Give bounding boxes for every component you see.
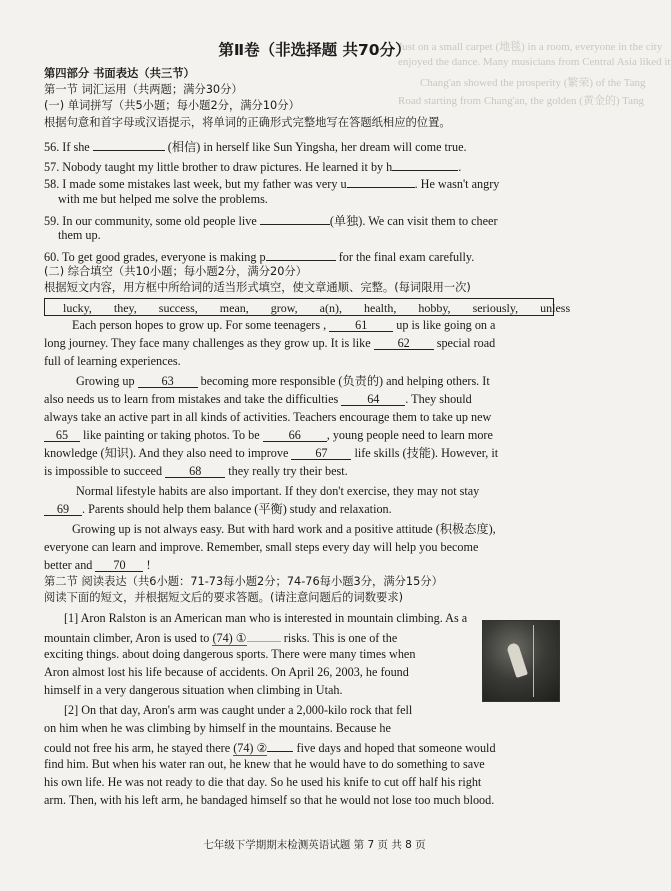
ghost-text: Just on a small carpet (地毯) in a room, everyone in the city bbox=[398, 41, 663, 53]
cloze-line: 69 . Parents should help them balance (平衡) study and relaxation. bbox=[44, 502, 392, 517]
cloze-line: knowledge (知识). And they also need to improve 67 life skills (技能). However, it bbox=[44, 446, 499, 460]
blank-61[interactable]: 61 bbox=[329, 319, 393, 332]
cloze-line: long journey. They face many challenges as they grow up. It is like 62 special road bbox=[44, 336, 496, 350]
question-57: 57. Nobody taught my little brother to draw pictures. He learned it by h . bbox=[44, 160, 462, 174]
cloze-line: better and 70 ! bbox=[44, 558, 151, 572]
question-58: 58. I made some mistakes last week, but my father was very u . He wasn't angry bbox=[44, 177, 500, 191]
reading-line: himself in a very dangerous situation when climbing in Utah. bbox=[44, 683, 343, 697]
reading-line: [1] Aron Ralston is an American man who is interested in mountain climbing. As a bbox=[64, 611, 468, 625]
word-option: seriously, bbox=[472, 301, 519, 315]
word-option: hobby, bbox=[418, 301, 451, 315]
cloze-line: Each person hopes to grow up. For some teenagers , 61 up is like going on a bbox=[72, 318, 496, 332]
instructions: 根据句意和首字母或汉语提示，将单词的正确形式完整地写在答题纸相应的位置。 bbox=[44, 116, 451, 129]
blank-68[interactable]: 68 bbox=[165, 465, 225, 478]
reading-line: arm. Then, with his left arm, he bandaged himself so that he would not lose too much blood. bbox=[44, 793, 495, 807]
blank-66[interactable]: 66 bbox=[263, 429, 327, 442]
cloze-line: Normal lifestyle habits are also important. If they don't exercise, they may not stay bbox=[76, 484, 480, 498]
cloze-line: Growing up is not always easy. But with hard work and a positive attitude (积极态度), bbox=[72, 522, 496, 536]
section-heading: 第二节 阅读表达（共6小题：71-73每小题2分；74-76每小题3分，满分15分） bbox=[44, 575, 443, 588]
answer-blank[interactable] bbox=[260, 212, 330, 225]
cloze-line: also needs us to learn from mistakes and take the difficulties 64 . They should bbox=[44, 392, 472, 406]
cloze-line: Growing up 63 becoming more responsible (负责的) and helping others. It bbox=[76, 374, 490, 388]
page-footer: 七年级下学期期末检测英语试题 第 7 页 共 8 页 bbox=[203, 839, 426, 851]
reading-line: [2] On that day, Aron's arm was caught under a 2,000-kilo rock that fell bbox=[64, 703, 413, 717]
question-60: 60. To get good grades, everyone is making p for the final exam carefully. bbox=[44, 250, 475, 264]
ghost-text: Chang'an showed the prosperity (繁荣) of the Tang bbox=[420, 77, 646, 89]
word-option: grow, bbox=[270, 301, 298, 315]
word-option: health, bbox=[364, 301, 397, 315]
reading-line: Aron almost lost his life because of accidents. On April 26, 2003, he found bbox=[44, 665, 409, 679]
blank-67[interactable]: 67 bbox=[291, 447, 351, 460]
blank-63[interactable]: 63 bbox=[138, 375, 198, 388]
word-option: a(n), bbox=[319, 301, 342, 315]
reading-line: could not free his arm, he stayed there (74) ② five days and hoped that someone would bbox=[44, 741, 496, 755]
answer-blank[interactable] bbox=[247, 629, 281, 642]
reading-line: his own life. He was not ready to die that day. So he used his knife to cut off half his right bbox=[44, 775, 482, 789]
marker-74-2[interactable]: (74) ② bbox=[233, 741, 268, 755]
question-56: 56. If she (相信) in herself like Sun Yingsha, her dream will come true. bbox=[44, 140, 467, 154]
blank-69[interactable]: 69 bbox=[44, 503, 82, 516]
word-option: success, bbox=[158, 301, 198, 315]
question-59: 59. In our community, some old people live (单独). We can visit them to cheer bbox=[44, 214, 498, 228]
blank-65[interactable]: 65 bbox=[44, 429, 80, 442]
cloze-line: full of learning experiences. bbox=[44, 354, 181, 368]
word-option: they, bbox=[113, 301, 137, 315]
word-option: lucky, bbox=[63, 301, 92, 315]
marker-74-1[interactable]: (74) ① bbox=[212, 631, 247, 645]
answer-blank[interactable] bbox=[347, 175, 415, 188]
instructions: 阅读下面的短文，并根据短文后的要求答题。(请注意问题后的词数要求) bbox=[44, 591, 404, 604]
blank-62[interactable]: 62 bbox=[374, 337, 434, 350]
blank-64[interactable]: 64 bbox=[341, 393, 405, 406]
answer-blank[interactable] bbox=[266, 248, 336, 261]
cloze-line: everyone can learn and improve. Remember, small steps every day will help you become bbox=[44, 540, 479, 554]
reading-line: find him. But when his water ran out, he knew that he would have to do something to save bbox=[44, 757, 485, 771]
section-heading: 第一节 词汇运用（共两题；满分30分） bbox=[44, 83, 243, 96]
word-box bbox=[44, 298, 571, 316]
rope-shape bbox=[533, 625, 534, 697]
answer-blank[interactable] bbox=[267, 739, 293, 752]
word-option: mean, bbox=[219, 301, 249, 315]
reading-line: on him when he was climbing by himself in the mountains. Because he bbox=[44, 721, 391, 735]
part-heading: 第四部分 书面表达（共三节） bbox=[44, 67, 195, 80]
answer-blank[interactable] bbox=[93, 138, 165, 151]
ghost-text: enjoyed the dance. Many musicians from Central Asia liked it bbox=[398, 56, 671, 68]
cloze-line: 65 like painting or taking photos. To be 66 , young people need to learn more bbox=[44, 428, 493, 443]
subsection-heading: (一) 单词拼写（共5小题；每小题2分，满分10分） bbox=[44, 99, 300, 112]
subsection-heading: (二) 综合填空（共10小题；每小题2分，满分20分） bbox=[44, 265, 307, 278]
cloze-line: always take an active part in all kinds of activities. Teachers encourage them to take up new bbox=[44, 410, 492, 424]
question-59-cont: them up. bbox=[58, 228, 101, 242]
instructions: 根据短文内容，用方框中所给词的适当形式填空，使文章通顺、完整。(每词限用一次) bbox=[44, 281, 471, 294]
cloze-line: is impossible to succeed 68 they really try their best. bbox=[44, 464, 348, 478]
question-58-cont: with me but helped me solve the problems. bbox=[58, 192, 268, 206]
reading-line: mountain climber, Aron is used to (74) ① risks. This is one of the bbox=[44, 631, 398, 645]
ghost-text: Road starting from Chang'an, the golden (黄金的) Tang bbox=[398, 95, 645, 107]
climber-figure bbox=[506, 642, 528, 678]
climber-photo bbox=[482, 620, 560, 702]
answer-blank[interactable] bbox=[392, 158, 458, 171]
word-option: unless bbox=[540, 301, 571, 315]
page-title: 第Ⅱ卷（非选择题 共70分） bbox=[218, 41, 411, 59]
blank-70[interactable]: 70 bbox=[95, 559, 143, 572]
reading-line: exciting things. about doing dangerous sports. There were many times when bbox=[44, 647, 416, 661]
